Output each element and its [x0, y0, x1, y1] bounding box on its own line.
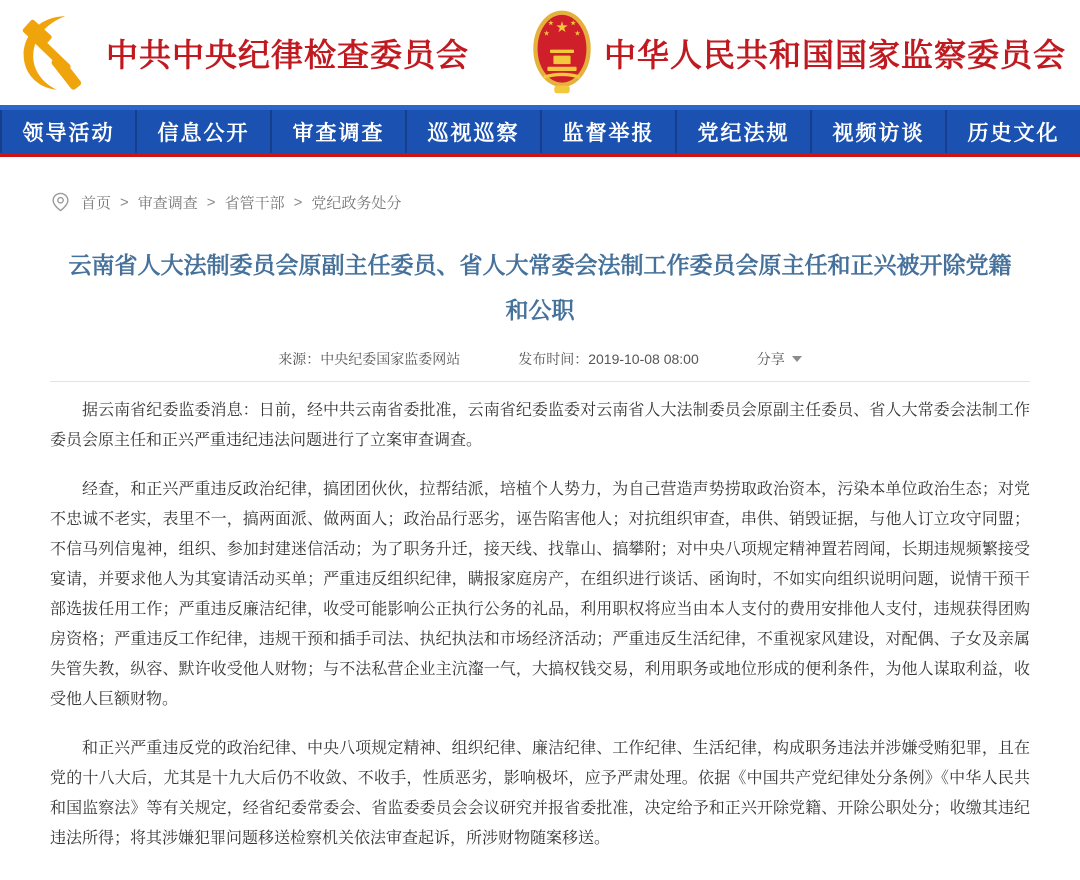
breadcrumb-separator: >	[206, 193, 216, 211]
party-emblem-icon	[14, 13, 94, 93]
caret-down-icon	[792, 356, 802, 362]
nsc-org-name: 中华人民共和国国家监察委员会	[603, 36, 1066, 73]
ccdi-logo-link[interactable]	[14, 13, 469, 93]
source-value: 中央纪委国家监委网站	[320, 351, 461, 367]
article-page	[0, 191, 1080, 880]
nsc-logo-link[interactable]	[532, 8, 1066, 98]
national-emblem-icon	[532, 8, 592, 98]
article-paragraph: 据云南省纪委监委消息：日前，经中共云南省委批准，云南省纪委监委对云南省人大法制委员会原副主任委员、省人大常委会法制工作委员会原主任和正兴严重违纪违法问题进行了立案审查调查。	[50, 402, 1030, 449]
publish-label: 发布时间：	[518, 351, 589, 367]
nav-item[interactable]: 党纪法规	[675, 110, 810, 153]
nav-item[interactable]: 视频访谈	[810, 110, 945, 153]
breadcrumb-link[interactable]: 首页	[81, 194, 112, 212]
source-label: 来源：	[278, 351, 321, 367]
nav-item[interactable]: 巡视巡察	[405, 110, 540, 153]
ccdi-org-name: 中共中央纪律检查委员会	[106, 36, 470, 73]
nav-item[interactable]: 审查调查	[270, 110, 405, 153]
location-pin-icon	[50, 191, 71, 213]
breadcrumb-separator: >	[293, 193, 303, 211]
publish-value: 2019-10-08 08:00	[588, 351, 699, 367]
breadcrumb-link[interactable]: 党纪政务处分	[311, 194, 402, 212]
nav-item[interactable]: 信息公开	[135, 110, 270, 153]
share-label: 分享	[756, 351, 785, 367]
nav-item[interactable]: 领导活动	[0, 110, 135, 153]
article-title: 云南省人大法制委员会原副主任委员、省人大常委会法制工作委员会原主任和正兴被开除党籍和公职	[68, 252, 1012, 323]
article-body	[50, 382, 1030, 854]
nav-item[interactable]: 历史文化	[945, 110, 1080, 153]
article-paragraph: 经查，和正兴严重违反政治纪律，搞团团伙伙，拉帮结派，培植个人势力，为自己营造声势捞取政治资本，污染本单位政治生态；对党不忠诚不老实，表里不一，搞两面派、做两面人；政治品行恶劣，诬告陷害他人；对抗组织审查，串供、销毁证据，与他人订立攻守同盟；不信马列信鬼神，组织、参加封建迷信活动；为了职务升迁，接天线、找靠山、搞攀附；对中央八项规定精神置若罔闻，长期违规频繁接受宴请，并要求他人为其宴请活动买单；严重违反组织纪律，瞒报家庭房产，在组织进行谈话、函询时，不如实向组织说明问题，说情干预干部选拔任用工作；严重违反廉洁纪律，收受可能影响公正执行公务的礼品，利用职权将应当由本人支付的费用安排他人支付，违规获得团购房资格；严重违反工作纪律，违规干预和插手司法、执纪执法和市场经济活动；严重违反生活纪律，不重视家风建设，对配偶、子女及亲属失管失教，纵容、默许收受他人财物；与不法私营企业主沆瀣一气，大搞权钱交易，利用职务或地位形成的便利条件，为他人谋取利益，收受他人巨额财物。	[50, 481, 1030, 708]
share-button[interactable]	[757, 349, 802, 369]
breadcrumb-trail	[81, 192, 401, 213]
breadcrumb	[50, 191, 1030, 213]
site-header	[0, 0, 1080, 105]
main-nav	[0, 105, 1080, 157]
article-paragraph: 和正兴严重违反党的政治纪律、中央八项规定精神、组织纪律、廉洁纪律、工作纪律、生活纪律，构成职务违法并涉嫌受贿犯罪，且在党的十八大后，尤其是十九大后仍不收敛、不收手，性质恶劣，影响极坏，应予严肃处理。依据《中国共产党纪律处分条例》《中华人民共和国监察法》等有关规定，经省纪委常委会、省监委委员会会议研究并报省委批准，决定给予和正兴开除党籍、开除公职处分；收缴其违纪违法所得；将其涉嫌犯罪问题移送检察机关依法审查起诉，所涉财物随案移送。	[50, 740, 1030, 847]
article-meta	[50, 349, 1030, 369]
breadcrumb-link[interactable]: 审查调查	[137, 194, 198, 212]
breadcrumb-separator: >	[120, 193, 129, 211]
breadcrumb-link[interactable]: 省管干部	[224, 194, 285, 212]
nav-item[interactable]: 监督举报	[540, 110, 675, 153]
publish-time	[518, 349, 699, 369]
article-source	[278, 349, 460, 369]
